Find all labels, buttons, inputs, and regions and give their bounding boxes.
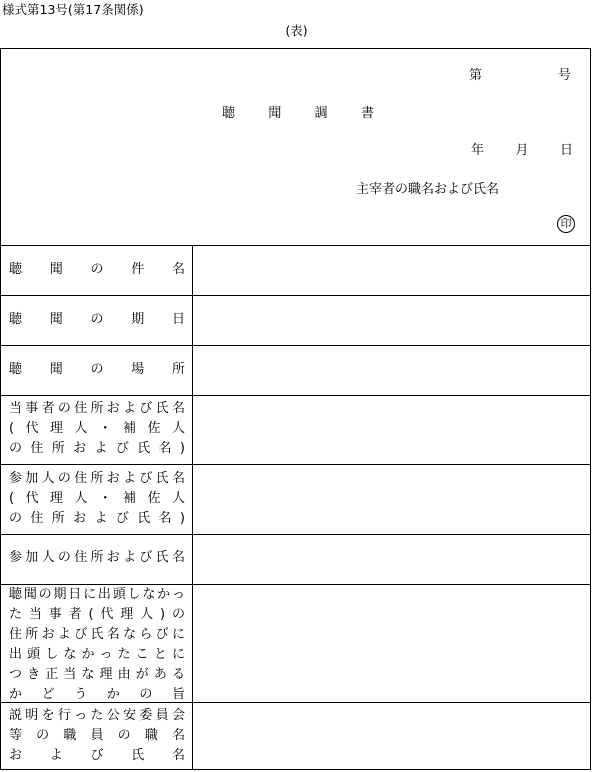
label-line: 参加人の住所および氏名 xyxy=(9,471,185,486)
number-prefix: 第 xyxy=(469,68,483,83)
label-line: (代理人・補佐人 xyxy=(9,421,185,436)
form-caption: 様式第13号(第17条関係) xyxy=(2,2,144,17)
participant-field[interactable] xyxy=(193,535,590,584)
party-field[interactable] xyxy=(193,396,590,464)
form-header xyxy=(1,49,590,245)
row-label-case-name xyxy=(9,260,185,280)
label-line: 聴聞の場所 xyxy=(9,362,185,377)
label-line: つき正当な理由がある xyxy=(9,667,185,682)
title-char-3: 調 xyxy=(314,106,328,121)
presider-label: 主宰者の職名および氏名 xyxy=(356,182,500,197)
explaining-officer-field[interactable] xyxy=(193,703,590,769)
row-label-hearing-place xyxy=(9,360,185,380)
row-label-party xyxy=(9,399,185,459)
row-label-participant xyxy=(9,548,185,568)
label-line: 当事者の住所および氏名 xyxy=(9,401,185,416)
day-char: 日 xyxy=(559,143,573,158)
label-line: 等の職員の職名 xyxy=(9,728,185,743)
case-name-field[interactable] xyxy=(193,246,590,295)
row-label-explaining-officer xyxy=(9,706,185,766)
label-line: 説明を行った公安委員会 xyxy=(9,708,185,723)
year-char: 年 xyxy=(471,143,485,158)
label-line: 参加人の住所および氏名 xyxy=(9,550,185,565)
label-line: (代理人・補佐人 xyxy=(9,491,185,506)
date-line xyxy=(471,139,573,158)
label-line: 住所および氏名ならびに xyxy=(9,627,185,642)
hearing-date-field[interactable] xyxy=(193,296,590,345)
row-label-hearing-date xyxy=(9,310,185,330)
hearing-place-field[interactable] xyxy=(193,346,590,395)
label-line: 聴聞の期日に出頭しなかっ xyxy=(9,587,185,602)
label-line: 聴聞の件名 xyxy=(9,262,185,277)
title-char-4: 書 xyxy=(360,106,374,121)
non-appearance-field[interactable] xyxy=(193,585,590,702)
title-char-2: 聞 xyxy=(268,106,282,121)
label-line: および氏名 xyxy=(9,748,185,763)
row-label-non-appearance xyxy=(9,585,185,705)
label-line: の住所および氏名) xyxy=(9,441,185,456)
side-label: (表) xyxy=(285,23,308,38)
label-line: 出頭しなかったことに xyxy=(9,647,185,662)
label-line: の住所および氏名) xyxy=(9,511,185,526)
document-number-line xyxy=(469,64,571,83)
label-line: 聴聞の期日 xyxy=(9,312,185,327)
title-char-1: 聴 xyxy=(222,106,236,121)
row-label-participant-agent xyxy=(9,469,185,529)
participant-agent-field[interactable] xyxy=(193,465,590,534)
label-line: た当事者(代理人)の xyxy=(9,607,185,622)
seal-mark xyxy=(557,215,575,233)
label-line: かどうかの旨 xyxy=(9,687,185,702)
seal-icon: 印 xyxy=(557,215,575,233)
hearing-record-form xyxy=(0,48,591,770)
document-title xyxy=(222,102,374,121)
number-suffix: 号 xyxy=(557,68,571,83)
month-char: 月 xyxy=(515,143,529,158)
